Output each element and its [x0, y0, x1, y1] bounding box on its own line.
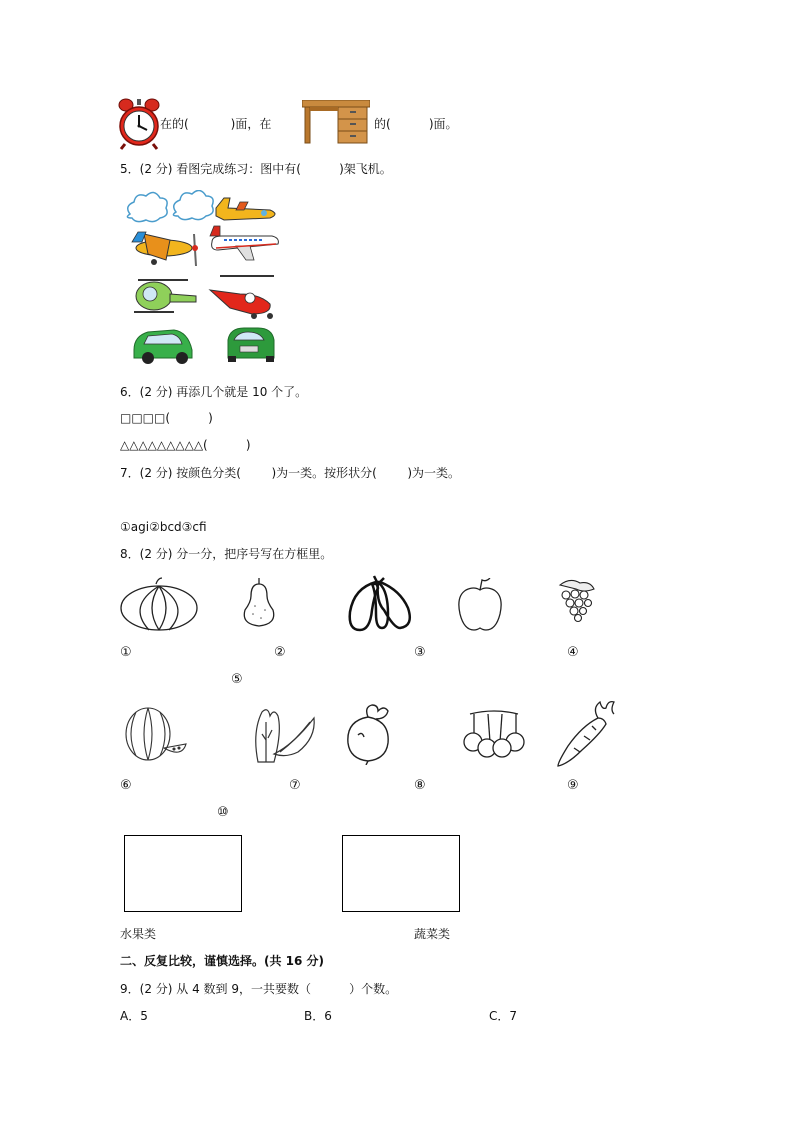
q4-text-part1: 在的( )面，在 [160, 117, 272, 131]
q7-question: 7．(2 分) 按颜色分类( )为一类。按形状分( )为一类。 [120, 466, 461, 480]
cabbage-greens-icon [248, 704, 318, 766]
grapes-icon [556, 579, 596, 623]
car-icon [134, 330, 192, 364]
fruit-category-label: 水果类 [120, 927, 157, 941]
watermelon-icon [124, 704, 188, 764]
item-label-5: ⑤ [231, 672, 243, 687]
airplane-icon [132, 232, 198, 266]
carrot-icon [556, 700, 616, 768]
vegetable-answer-box[interactable] [342, 835, 460, 912]
apple-icon [457, 578, 503, 632]
cloud-icon [127, 192, 167, 221]
cherries-icon [460, 710, 528, 758]
q9-option-c: C．7 [489, 1009, 518, 1023]
q5-question: 5．(2 分) 看图完成练习：图中有( )架飞机。 [120, 162, 392, 176]
eggplant-icon [346, 574, 418, 632]
q9-option-b: B．6 [304, 1009, 332, 1023]
helicopter-icon [210, 276, 274, 319]
turnip-icon [344, 703, 394, 765]
vegetable-category-label: 蔬菜类 [414, 927, 451, 941]
item-label-6: ⑥ [120, 778, 132, 793]
pear-icon [241, 576, 277, 628]
q6-squares-line: □□□□( ) [120, 411, 213, 425]
item-label-1: ① [120, 645, 132, 660]
airplane-icon [216, 198, 275, 220]
airplane-icon [210, 226, 278, 260]
q6-triangles-line: △△△△△△△△△( ) [120, 438, 251, 452]
item-label-3: ③ [414, 645, 426, 660]
car-icon [228, 328, 274, 362]
q6-question: 6．(2 分) 再添几个就是 10 个了。 [120, 385, 308, 399]
q8-question: 8．(2 分) 分一分，把序号写在方框里。 [120, 547, 333, 561]
desk-icon [302, 100, 370, 144]
item-label-9: ⑨ [567, 778, 579, 793]
item-label-8: ⑧ [414, 778, 426, 793]
item-label-7: ⑦ [289, 778, 301, 793]
pumpkin-icon [118, 576, 200, 632]
item-label-10: ⑩ [217, 805, 229, 820]
section-2-title: 二、反复比较，谨慎选择。(共 16 分) [120, 954, 325, 968]
q4-text-part2: 的( )面。 [374, 117, 458, 131]
item-label-2: ② [274, 645, 286, 660]
q7-options: ①agi②bcd③cfi [120, 520, 207, 534]
alarm-clock-icon [117, 96, 161, 150]
item-label-4: ④ [567, 645, 579, 660]
fruit-answer-box[interactable] [124, 835, 242, 912]
q9-option-a: A．5 [120, 1009, 148, 1023]
cloud-icon [173, 190, 213, 219]
helicopter-icon [134, 280, 196, 312]
q9-question: 9．(2 分) 从 4 数到 9，一共要数（ ）个数。 [120, 982, 398, 996]
aircraft-picture [124, 190, 286, 366]
